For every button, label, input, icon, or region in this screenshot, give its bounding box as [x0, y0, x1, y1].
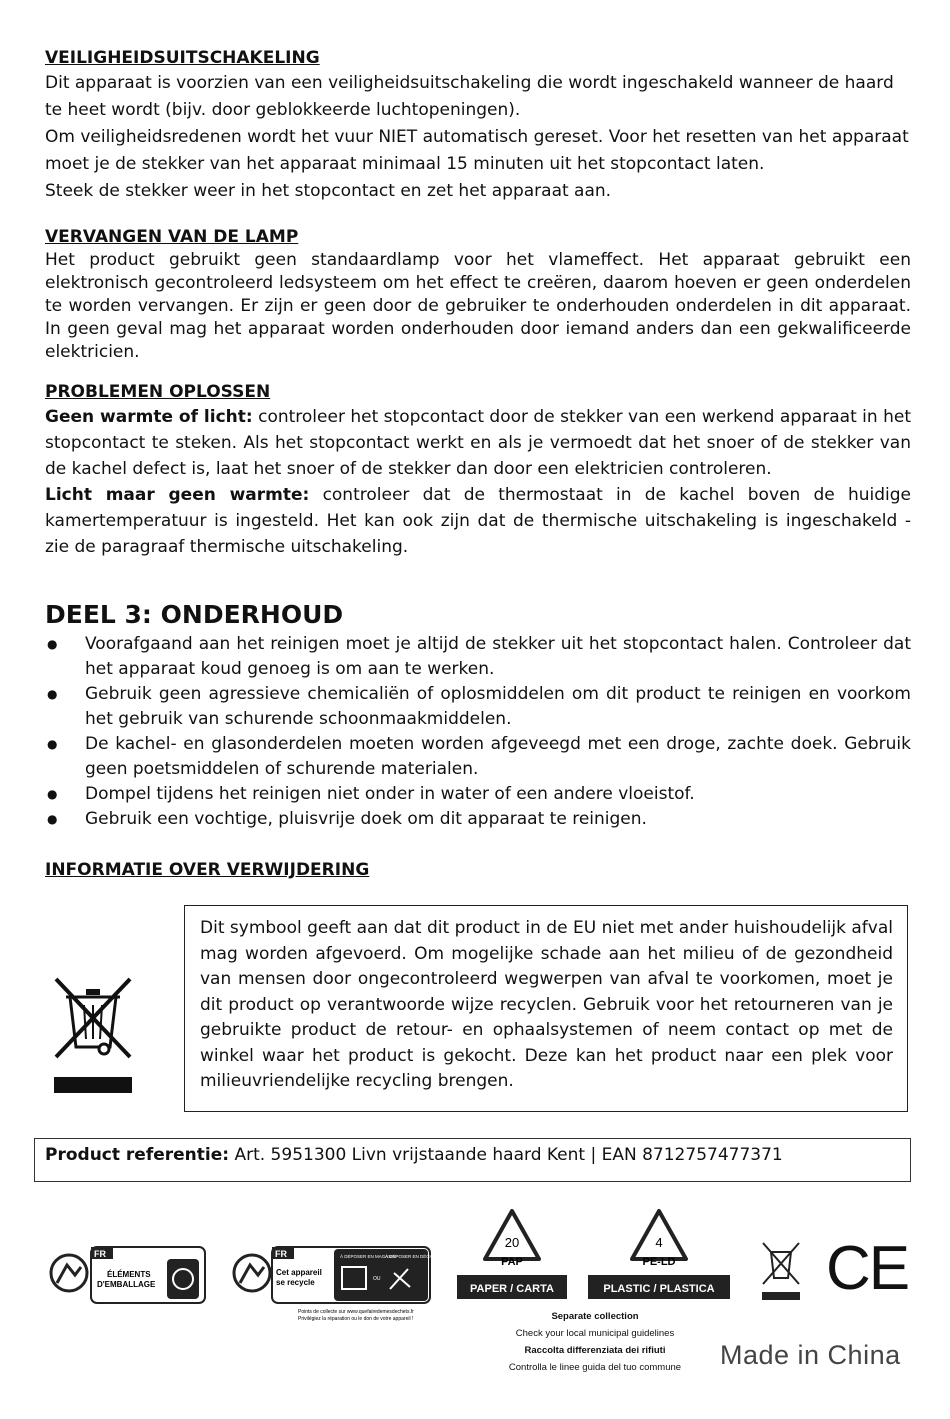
- triman2-drop2: À DÉPOSER EN DÉCHETERIE: [385, 1254, 450, 1259]
- collection-line-1: Separate collection: [551, 1311, 639, 1322]
- list-item: ● Gebruik geen agressieve chemicaliën of oplosmiddelen om dit product te reinigen en voorkom het gebruik van schurende schoonmaakmiddelen.: [45, 682, 911, 732]
- reference-value: Art. 5951300 Livn vrijstaande haard Kent | EAN 8712757477371: [229, 1145, 783, 1165]
- troubleshoot-item-2-text: controleer dat de thermostaat in de kachel boven de huidige kamertemperatuur is ingesteld. Het kan ook zijn dat de thermische uitschakeling is ingeschakeld - zie de paragraaf thermische uitschakeling.: [45, 485, 912, 557]
- collection-line-2: Check your local municipal guidelines: [515, 1328, 675, 1339]
- disposal-text: Dit symbool geeft aan dat dit product in de EU niet met ander huishoudelijk afval mag worden afgevoerd. Om mogelijke schade aan het milieu of de gezondheid van mensen door ongecontroleerd wegwerpen van afval te voorkomen, moet je dit product op verantwoorde wijze recyclen. Gebruik voor het retourneren van je gebruikte product de retour- en ophaalsystemen of neem contact op met de winkel waar het product is gekocht. Deze kan het product naar een plek voor milieuvriendelijke recycling brengen.: [200, 918, 893, 1091]
- reference-label: Product referentie:: [45, 1145, 230, 1165]
- lamp-text: Het product gebruikt geen standaardlamp voor het vlameffect. Het apparaat gebruikt een elektronisch gecontroleerd ledsysteem om het effect te creëren, daarom hoeven er geen onderdelen te worden vervangen. Er zijn er geen door de gebruiker te onderhouden onderdelen in dit apparaat. In geen geval mag het apparaat worden onderhouden door iemand anders dan een gekwalificeerde elektricien.: [45, 250, 911, 362]
- ce-mark-icon: CE: [826, 1234, 909, 1303]
- troubleshoot-item-1: [45, 404, 911, 482]
- product-reference: [34, 1138, 911, 1182]
- recycle-pe-ld-icon: [588, 1205, 730, 1305]
- collection-line-4: Controlla le linee guida del tuo commune: [508, 1362, 682, 1373]
- triman2-country: FR: [275, 1249, 287, 1259]
- triman2-text2: se recycle: [276, 1278, 315, 1287]
- triman1-text2: D'EMBALLAGE: [97, 1280, 156, 1289]
- triman2-text1: Cet appareil: [276, 1268, 322, 1277]
- heading-safety-cutoff: VEILIGHEIDSUITSCHAKELING: [45, 48, 320, 68]
- pe-label: PLASTIC / PLASTICA: [603, 1283, 715, 1295]
- troubleshoot-item-2: [45, 482, 911, 560]
- weee-small-icon: [760, 1240, 802, 1302]
- heading-lamp: VERVANGEN VAN DE LAMP: [45, 227, 299, 247]
- safety-line-1: Dit apparaat is voorzien van een veiligheidsuitschakeling die wordt ingeschakeld wanneer de haard te heet wordt (bijv. door geblokkeerde luchtopeningen).: [45, 73, 894, 120]
- triman2-or: OU: [373, 1276, 381, 1282]
- safety-line-2: Om veiligheidsredenen wordt het vuur NIET automatisch gereset. Voor het resetten van het apparaat moet je de stekker van het apparaat minimaal 15 minuten uit het stopcontact laten.: [45, 127, 909, 174]
- triman2-note2: Privilégiez la réparation ou le don de votre appareil !: [298, 1316, 414, 1322]
- list-item: ● Voorafgaand aan het reinigen moet je altijd de stekker uit het stopcontact halen. Controleer dat het apparaat koud genoeg is om aan te werken.: [45, 632, 911, 682]
- triman1-text1: ÉLÉMENTS: [107, 1270, 151, 1279]
- troubleshoot-item-2-label: Licht maar geen warmte:: [45, 485, 310, 505]
- made-in-label: Made in China: [720, 1340, 901, 1370]
- pe-code: PE-LD: [642, 1256, 676, 1268]
- troubleshoot-item-1-label: Geen warmte of licht:: [45, 407, 253, 427]
- collection-line-3: Raccolta differenziata dei rifiuti: [524, 1345, 666, 1356]
- disposal-info-box: [184, 905, 908, 1112]
- triman1-country: FR: [94, 1249, 106, 1259]
- list-item: ● Gebruik een vochtige, pluisvrije doek om dit apparaat te reinigen.: [45, 807, 911, 832]
- heading-troubleshooting: PROBLEMEN OPLOSSEN: [45, 382, 271, 402]
- triman2-note1: Points de collecte sur www.quefairedemesdechets.fr: [298, 1309, 414, 1315]
- weee-bin-icon: [50, 975, 135, 1095]
- triman-appliance-icon: [230, 1245, 450, 1325]
- triman-packaging-icon: [47, 1245, 207, 1305]
- heading-maintenance: DEEL 3: ONDERHOUD: [45, 600, 344, 629]
- recycle-pap-icon: [457, 1205, 567, 1305]
- troubleshoot-item-1-text: controleer het stopcontact door de stekker van een werkend apparaat in het stopcontact te steken. Als het stopcontact werkt en als je vermoedt dat het snoer of de stekker van de kachel defect is, laat het snoer of de stekker dan door een elektricien controleren.: [45, 407, 911, 479]
- maintenance-list: [45, 632, 911, 832]
- heading-disposal: INFORMATIE OVER VERWIJDERING: [45, 860, 370, 880]
- pap-code: PAP: [501, 1256, 523, 1268]
- list-item: ● Dompel tijdens het reinigen niet onder in water of een andere vloeistof.: [45, 782, 911, 807]
- pap-label: PAPER / CARTA: [470, 1283, 554, 1295]
- list-item: ● De kachel- en glasonderdelen moeten worden afgeveegd met een droge, zachte doek. Gebruik geen poetsmiddelen of schurende materialen.: [45, 732, 911, 782]
- pe-number: 4: [655, 1235, 663, 1250]
- safety-line-3: Steek de stekker weer in het stopcontact en zet het apparaat aan.: [45, 181, 612, 201]
- footer-logos: [0, 1200, 950, 1400]
- triman2-drop1: À DÉPOSER EN MAGASIN: [340, 1254, 396, 1259]
- pap-number: 20: [504, 1235, 520, 1250]
